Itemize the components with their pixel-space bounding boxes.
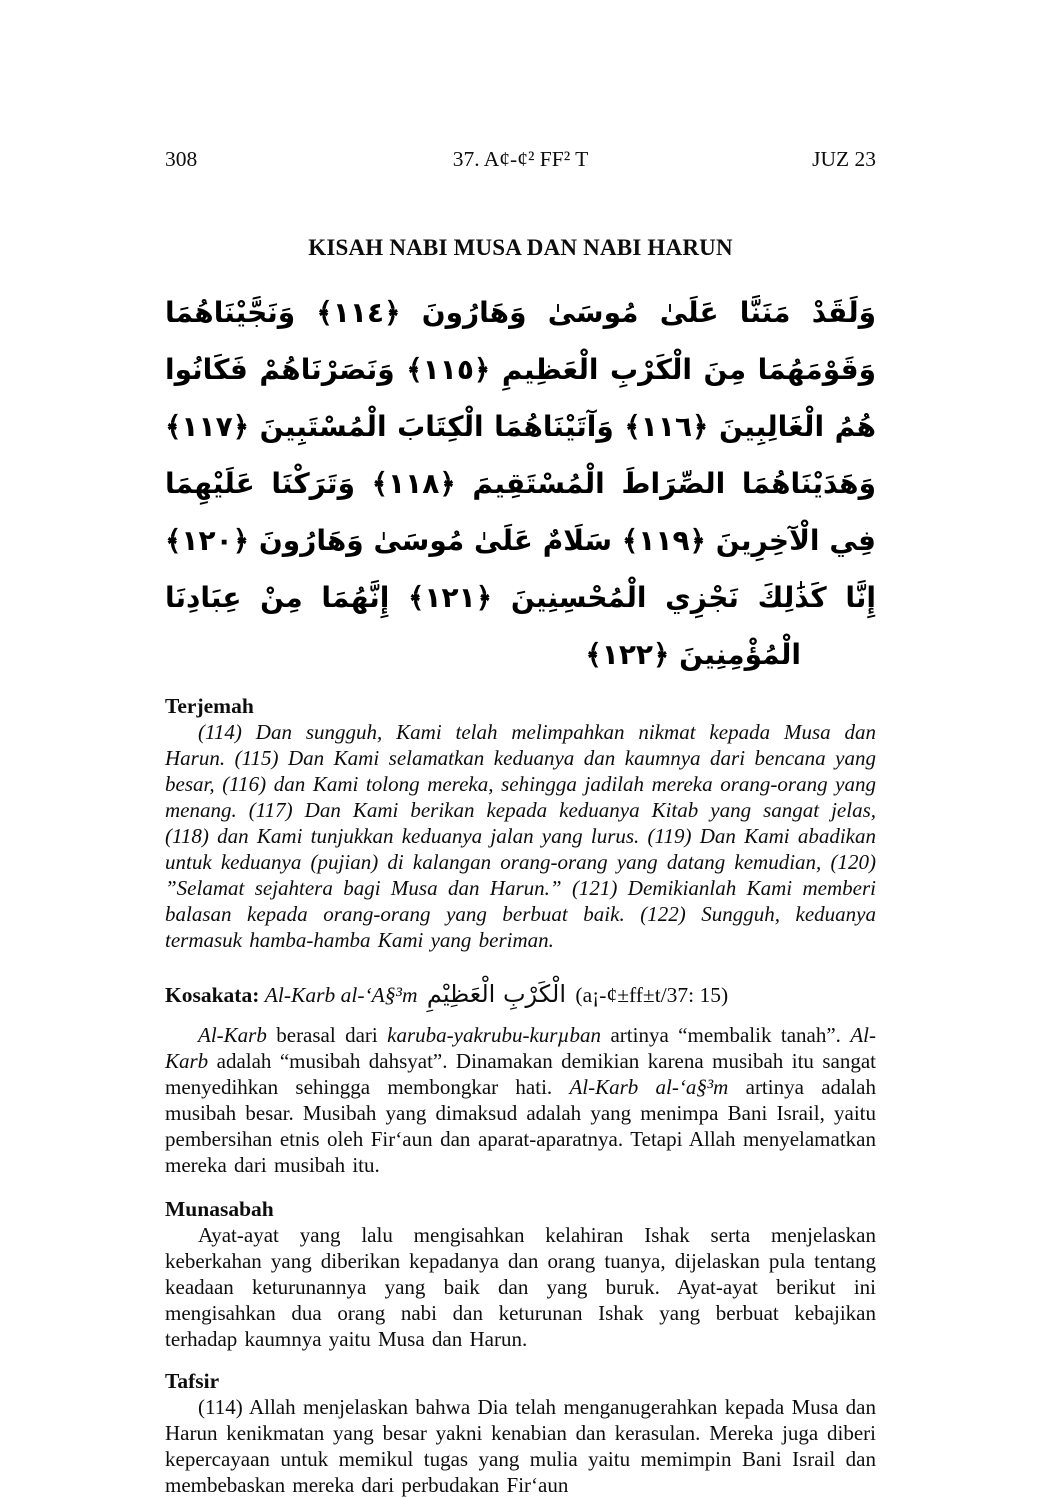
- terjemah-heading: Terjemah: [165, 694, 254, 718]
- page-header: [165, 146, 876, 172]
- kosakata-label: Kosakata:: [165, 983, 260, 1007]
- kosakata-body-seg-5: Al-Karb: [165, 1023, 876, 1073]
- kosakata-body-seg-1: Al-Karb: [198, 1023, 267, 1047]
- quran-verse-block: [165, 284, 876, 683]
- quran-line-3: فِي الْآخِرِينَ ﴿١١٩﴾ سَلَامٌ عَلَىٰ مُوسَىٰ وَهَارُونَ ﴿١٢٠﴾ إِنَّا كَذَٰلِكَ نَجْزِي الْمُحْسِنِينَ ﴿١٢١﴾ إِنَّهُمَا مِنْ عِبَادِنَا: [165, 524, 877, 614]
- kosakata-heading: [165, 973, 876, 1016]
- juz-label: JUZ 23: [812, 147, 876, 171]
- munasabah-heading: Munasabah: [165, 1197, 274, 1221]
- kosakata-body-seg-6: adalah “musibah dahsyat”. Dinamakan demikian karena musibah itu sangat menyedihkan sehingga membongkar hati.: [165, 1049, 876, 1099]
- quran-line-4: الْمُؤْمِنِينَ ﴿١٢٢﴾: [585, 638, 801, 671]
- kosakata-reference: (a¡-¢±ff±t/37: 15): [575, 983, 729, 1007]
- kosakata-body-seg-3: karuba-yakrubu-kurµban: [387, 1023, 602, 1047]
- munasabah-body: Ayat-ayat yang lalu mengisahkan kelahiran Ishak serta menjelaskan keberkahan yang diberikan kepadanya dan orang tuanya, dijelaskan pula tentang keadaan keturunannya yang baik dan yang buruk. Ayat-ayat berikut ini mengisahkan dua orang nabi dan keturunan Ishak yang berbuat kebajikan terhadap kaumnya yaitu Musa dan Harun.: [165, 1223, 876, 1351]
- tafsir-heading: Tafsir: [165, 1369, 220, 1393]
- page-number: 308: [165, 147, 198, 171]
- kosakata-body-seg-8: artinya adalah musibah besar. Musibah yang dimaksud adalah yang menimpa Bani Israil, yaitu pembersihan etnis oleh Fir‘aun dan aparat-aparatnya. Tetapi Allah menyelamatkan mereka dari musibah itu.: [165, 1075, 876, 1177]
- kosakata-body-seg-2: berasal dari: [266, 1023, 388, 1047]
- terjemah-body: (114) Dan sungguh, Kami telah melimpahkan nikmat kepada Musa dan Harun. (115) Dan Kami selamatkan keduanya dan kaumnya dari bencana yang besar, (116) dan Kami tolong mereka, sehingga jadilah mereka orang-orang yang menang. (117) Dan Kami berikan kepada keduanya Kitab yang sangat jelas, (118) dan Kami tunjukkan keduanya jalan yang lurus. (119) Dan Kami abadikan untuk keduanya (pujian) di kalangan orang-orang yang datang kemudian, (120) ”Selamat sejahtera bagi Musa dan Harun.” (121) Demikianlah Kami memberi balasan kepada orang-orang yang berbuat baik. (122) Sungguh, keduanya termasuk hamba-hamba Kami yang beriman.: [165, 720, 876, 952]
- kosakata-body-seg-7: Al-Karb al-‘a§³m: [569, 1075, 729, 1099]
- kosakata-term-arabic: الْكَرْبِ الْعَظِيْمِ: [426, 980, 567, 1008]
- kosakata-body: [165, 1022, 876, 1178]
- tafsir-body: (114) Allah menjelaskan bahwa Dia telah menganugerahkan kepada Musa dan Harun kenikmatan yang besar yakni kenabian dan kerasulan. Mereka juga diberi kepercayaan untuk memikul tugas yang mulia yaitu memimpin Bani Israil dan membebaskan mereka dari perbudakan Fir‘aun: [165, 1395, 876, 1497]
- quran-line-1: وَلَقَدْ مَنَنَّا عَلَىٰ مُوسَىٰ وَهَارُونَ ﴿١١٤﴾ وَنَجَّيْنَاهُمَا وَقَوْمَهُمَا مِنَ الْكَرْبِ الْعَظِيمِ ﴿١١٥﴾ وَنَصَرْنَاهُمْ فَكَانُوا: [165, 296, 876, 386]
- kosakata-term-latin: Al-Karb al-‘A§³m: [264, 983, 418, 1007]
- surah-running-title: 37. A¢-¢² FF² T: [452, 147, 589, 171]
- story-title: KISAH NABI MUSA DAN NABI HARUN: [308, 235, 733, 260]
- quran-line-2: هُمُ الْغَالِبِينَ ﴿١١٦﴾ وَآتَيْنَاهُمَا الْكِتَابَ الْمُسْتَبِينَ ﴿١١٧﴾ وَهَدَيْنَاهُمَا الصِّرَاطَ الْمُسْتَقِيمَ ﴿١١٨﴾ وَتَرَكْنَا عَلَيْهِمَا: [165, 410, 876, 500]
- kosakata-body-seg-4: artinya “membalik tanah”.: [601, 1023, 851, 1047]
